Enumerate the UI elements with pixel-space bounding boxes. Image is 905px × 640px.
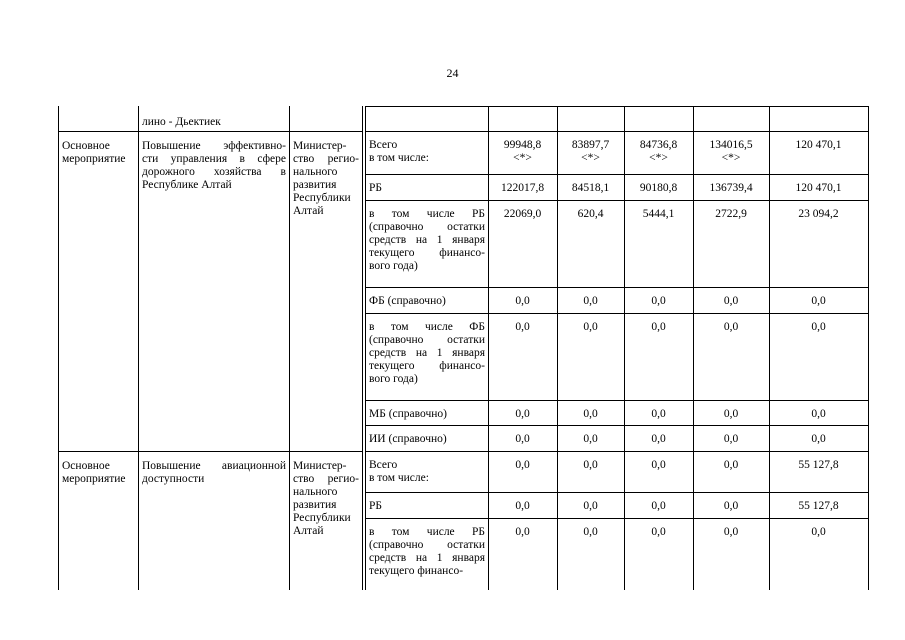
row-label-text: средств на 1 января (369, 552, 485, 564)
value-cell: <*> (721, 152, 741, 164)
value-cell: 0,0 (515, 459, 530, 471)
measure-title-text: Повышение авиационной (142, 460, 286, 472)
executor-text: развития (293, 499, 337, 511)
row-label-text: ФБ (справочно) (369, 295, 446, 307)
executor-text: нального (293, 166, 338, 178)
value-cell: 0,0 (651, 295, 666, 307)
measure-title-text: Повышение эффективно- (142, 140, 286, 152)
value-cell: 0,0 (811, 408, 826, 420)
value-cell: 122017,8 (500, 182, 545, 194)
value-cell: 120 470,1 (795, 139, 842, 151)
measure-type-text: Основное (62, 140, 110, 152)
grid-hline (365, 451, 869, 452)
grid-hline (365, 131, 869, 132)
value-cell: 0,0 (583, 433, 598, 445)
executor-text: ство регио- (293, 153, 359, 165)
measure-title-text: доступности (142, 473, 205, 485)
value-cell: 136739,4 (709, 182, 753, 194)
row-label-text: текущего финансо- (369, 360, 485, 372)
row-label-text: в том числе РБ (369, 208, 485, 220)
executor-text: Республики (293, 512, 351, 524)
value-cell: 0,0 (723, 526, 739, 538)
value-cell: 0,0 (583, 526, 598, 538)
measure-title-text: сти управления в сфере (142, 153, 286, 165)
grid-hline (365, 106, 869, 107)
value-cell: 0,0 (723, 321, 739, 333)
value-cell: 0,0 (515, 526, 530, 538)
row-label-text: средств на 1 января (369, 347, 485, 359)
value-cell: <*> (649, 152, 668, 164)
value-cell: 0,0 (651, 526, 666, 538)
row-label-text: в том числе: (369, 152, 429, 164)
value-cell: 55 127,8 (798, 500, 839, 512)
grid-hline (365, 518, 869, 519)
value-cell: 84518,1 (571, 182, 610, 194)
executor-text: ство регио- (293, 473, 359, 485)
row-label-text: средств на 1 января (369, 234, 485, 246)
value-cell: 0,0 (651, 408, 666, 420)
row-label-text: Всего (369, 459, 398, 471)
value-cell: 99948,8 (503, 139, 542, 151)
row-label-text: (справочно остатки (369, 221, 485, 233)
value-cell: 0,0 (651, 433, 666, 445)
measure-type-text: мероприятие (62, 153, 126, 165)
row-label-text: ИИ (справочно) (369, 433, 447, 445)
row-label-text: Всего (369, 139, 398, 151)
value-cell: 0,0 (583, 500, 598, 512)
row-label-text: в том числе РБ (369, 526, 485, 538)
value-cell: 0,0 (515, 500, 530, 512)
value-cell: 84736,8 (639, 139, 678, 151)
value-cell: 23 094,2 (798, 208, 839, 220)
executor-text: Алтай (293, 205, 324, 217)
value-cell: 0,0 (583, 295, 598, 307)
value-cell: 22069,0 (503, 208, 542, 220)
row-label-text: МБ (справочно) (369, 408, 447, 420)
value-cell: 2722,9 (715, 208, 747, 220)
grid-hline (365, 287, 869, 288)
grid-hline (365, 400, 869, 401)
executor-text: Министер- (293, 460, 347, 472)
value-cell: 0,0 (583, 459, 598, 471)
value-cell: 0,0 (583, 408, 598, 420)
value-cell: 120 470,1 (795, 182, 842, 194)
grid-hline (365, 174, 869, 175)
row-label-text: РБ (369, 500, 382, 512)
row-label-text: текущего финансо- (369, 565, 464, 577)
continuation-task-text: лино - Дьектиек (142, 116, 221, 128)
value-cell: 0,0 (583, 321, 598, 333)
row-label-text: РБ (369, 182, 382, 194)
grid-vline (289, 106, 290, 590)
value-cell: 0,0 (723, 433, 739, 445)
value-cell: 620,4 (577, 208, 604, 220)
row-label-text: вого года) (369, 373, 418, 385)
grid-vline (58, 106, 59, 590)
value-cell: 0,0 (723, 459, 739, 471)
row-label-text: в том числе ФБ (369, 321, 485, 333)
value-cell: 83897,7 (571, 139, 610, 151)
value-cell: 0,0 (811, 526, 826, 538)
value-cell: 5444,1 (642, 208, 675, 220)
value-cell: 0,0 (723, 295, 739, 307)
grid-hline (365, 313, 869, 314)
value-cell: 0,0 (811, 433, 826, 445)
grid-vline (138, 106, 139, 590)
measure-type-text: Основное (62, 460, 110, 472)
measure-title-text: дорожного хозяйства в (142, 166, 286, 178)
value-cell: <*> (513, 152, 532, 164)
measure-type-text: мероприятие (62, 473, 126, 485)
value-cell: 90180,8 (639, 182, 678, 194)
value-cell: 0,0 (515, 433, 530, 445)
measure-title-text: Республике Алтай (142, 179, 232, 191)
row-label-text: текущего финансо- (369, 247, 485, 259)
value-cell: 0,0 (515, 321, 530, 333)
grid-hline (365, 492, 869, 493)
value-cell: 134016,5 (709, 139, 753, 151)
value-cell: 0,0 (723, 408, 739, 420)
value-cell: 55 127,8 (798, 459, 839, 471)
row-label-text: вого года) (369, 260, 418, 272)
executor-text: Алтай (293, 525, 324, 537)
row-label-text: в том числе: (369, 472, 429, 484)
value-cell: 0,0 (515, 408, 530, 420)
grid-vline (362, 106, 363, 590)
value-cell: <*> (581, 152, 600, 164)
value-cell: 0,0 (811, 321, 826, 333)
value-cell: 0,0 (651, 500, 666, 512)
block-separator (58, 451, 363, 452)
value-cell: 0,0 (811, 295, 826, 307)
grid-hline (365, 200, 869, 201)
page-number: 24 (446, 66, 459, 80)
executor-text: нального (293, 486, 338, 498)
value-cell: 0,0 (515, 295, 530, 307)
row-label-text: (справочно остатки (369, 334, 485, 346)
executor-text: Республики (293, 192, 351, 204)
grid-hline (365, 425, 869, 426)
executor-text: Министер- (293, 140, 347, 152)
value-cell: 0,0 (651, 321, 666, 333)
executor-text: развития (293, 179, 337, 191)
block-separator (58, 131, 363, 132)
row-label-text: (справочно остатки (369, 539, 485, 551)
value-cell: 0,0 (651, 459, 666, 471)
value-cell: 0,0 (723, 500, 739, 512)
